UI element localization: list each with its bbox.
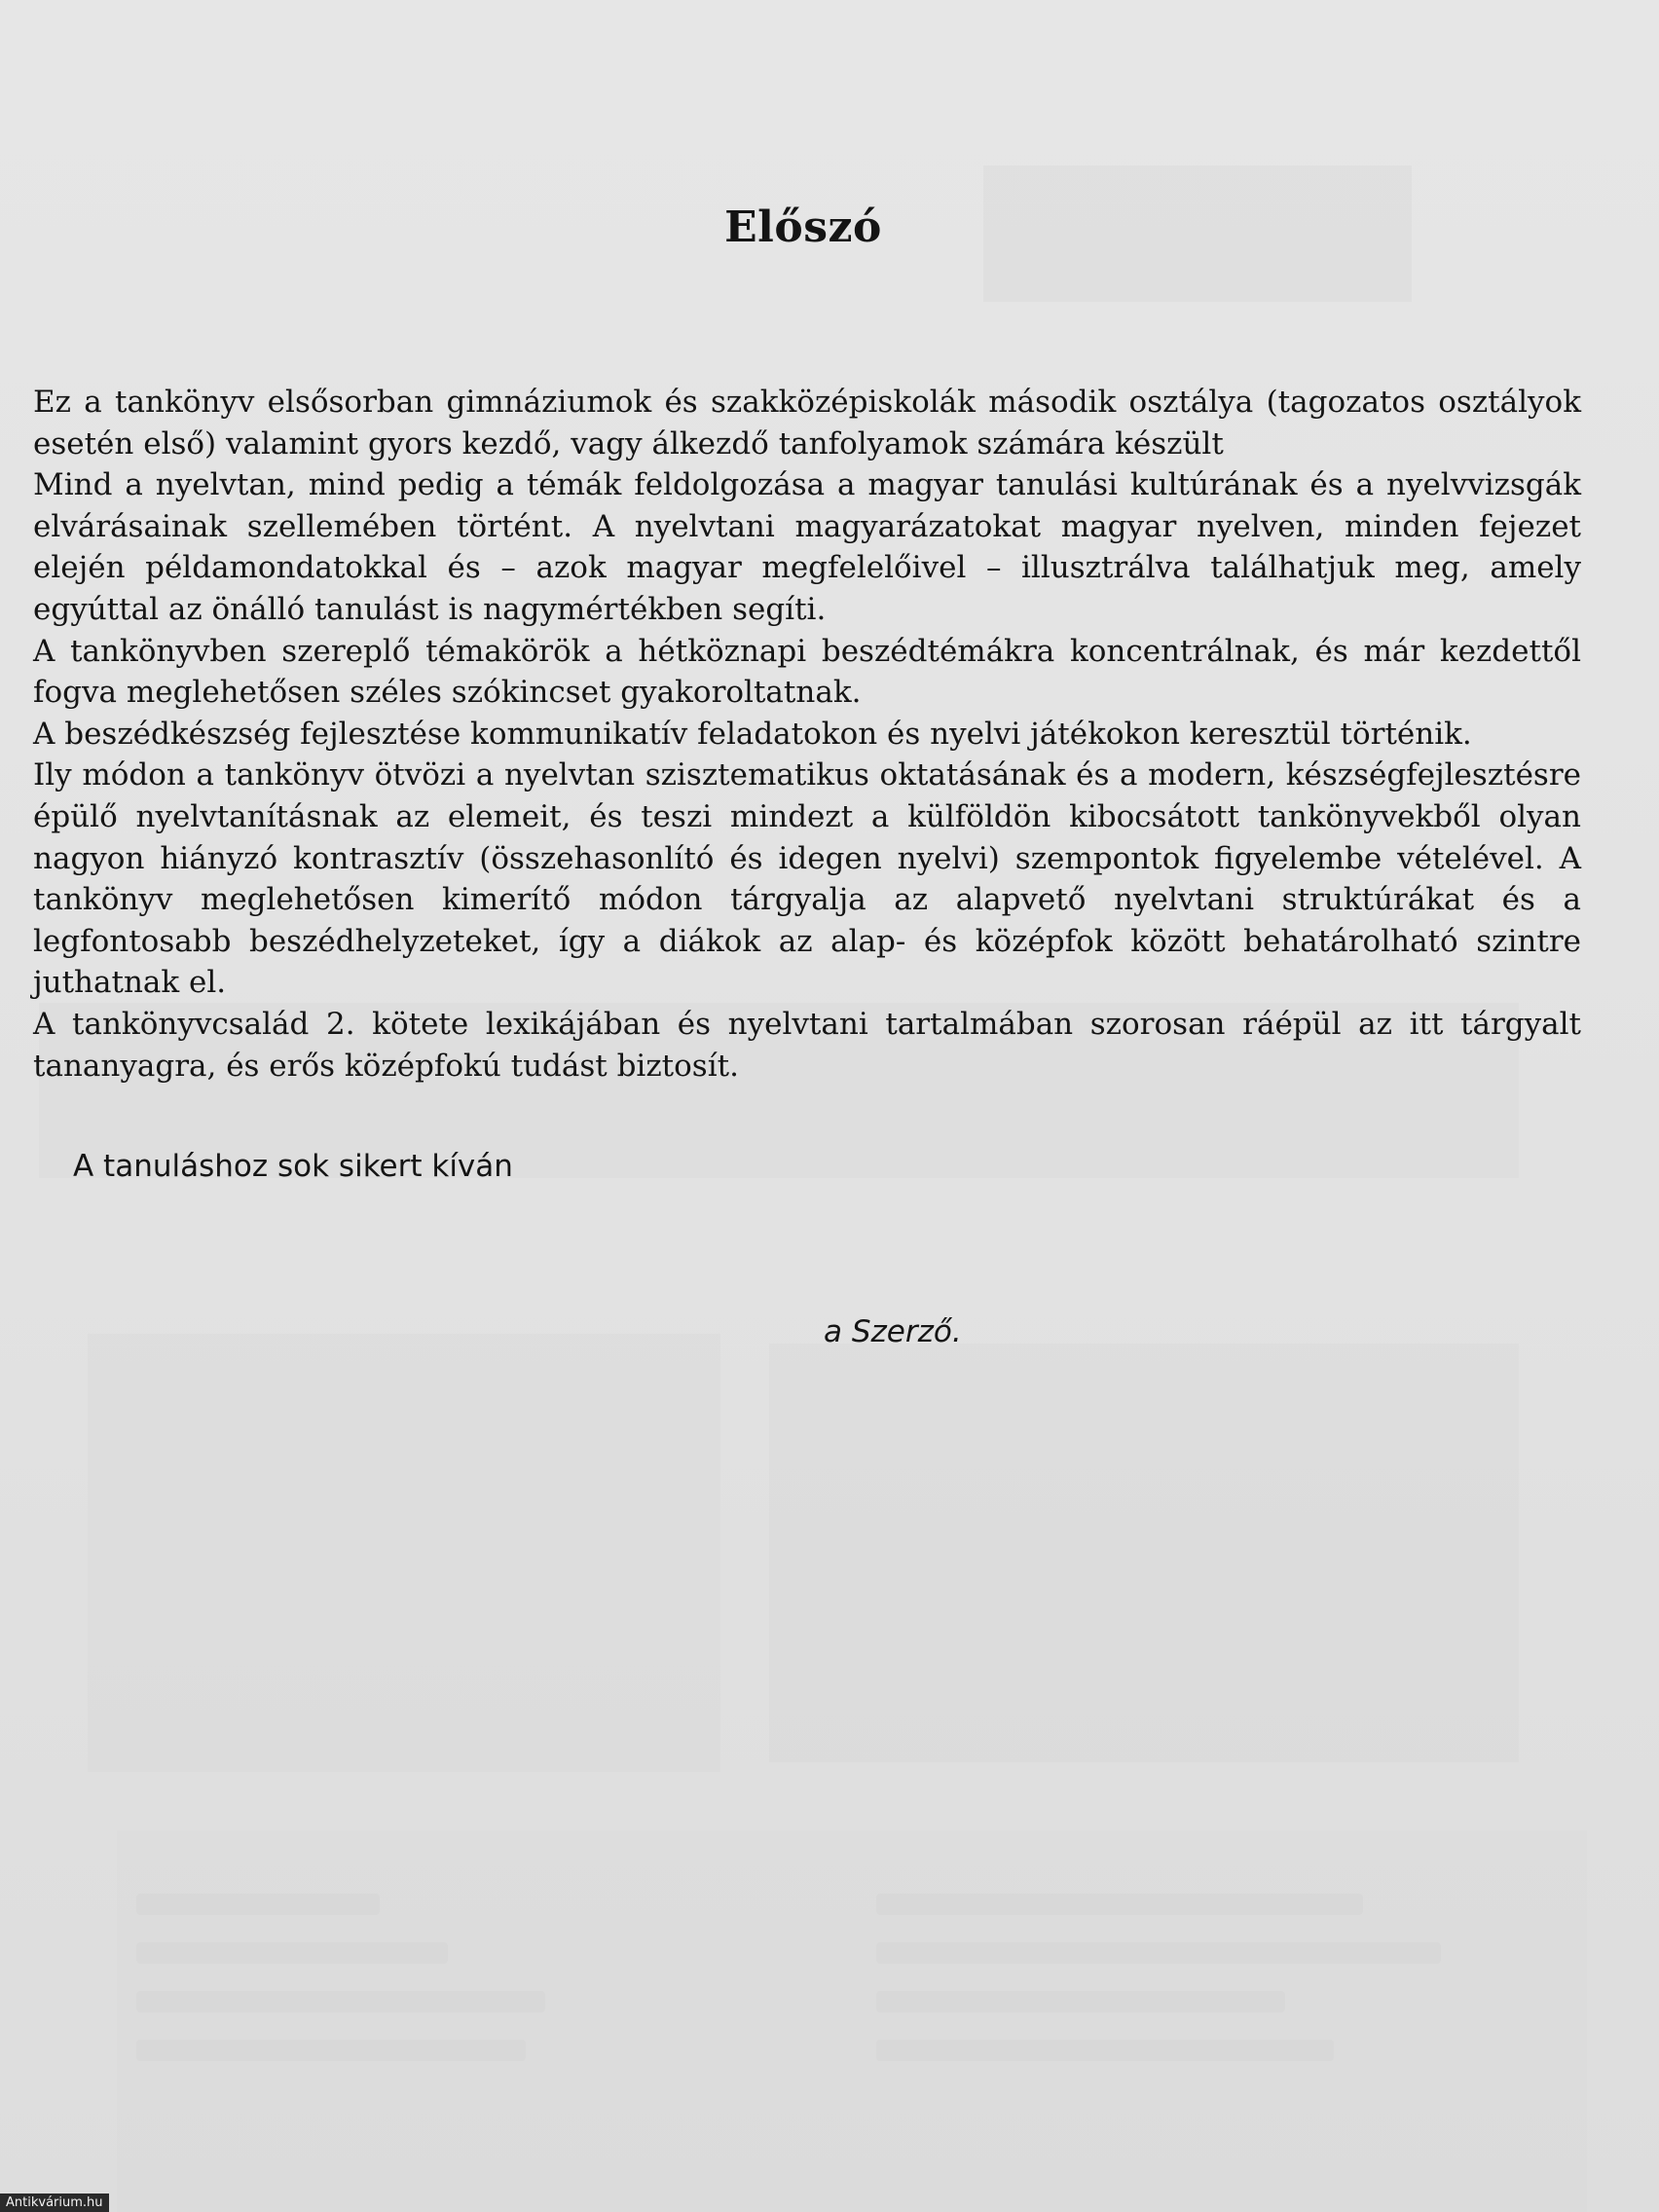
bleed-through-line bbox=[876, 2040, 1334, 2061]
bleed-through-line bbox=[876, 1991, 1285, 2012]
author-signature: a Szerző. bbox=[824, 1314, 962, 1349]
preface-paragraph: Ily módon a tankönyv ötvözi a nyelvtan szisztematikus oktatásának és a modern, készségfejlesztésre épülő nyelvtanításnak az elemeit, és teszi mindezt a külföldön kibocsátott tankönyvekből olyan nagyon hiányzó kontrasztív (összehasonlító és idegen nyelvi) szempontok figyelembe vételével. A tankönyv meglehetősen kimerítő módon tárgyalja az alapvető nyelvtani struktúrákat és a legfontosabb beszédhelyzeteket, így a diákok az alap- és középfok között behatárolható szintre juthatnak el. bbox=[33, 757, 1581, 1001]
source-watermark: Antikvárium.hu bbox=[0, 2194, 109, 2212]
preface-paragraph: Ez a tankönyv elsősorban gimnáziumok és szakközépiskolák második osztálya (tagozatos osztályok esetén első) valamint gyors kezdő, vagy álkezdő tanfolyamok számára készült bbox=[33, 385, 1581, 461]
preface-paragraph: A tankönyvben szereplő témakörök a hétköznapi beszédtémákra koncentrálnak, és már kezdettől fogva meglehetősen széles szókincset gyakoroltatnak. bbox=[33, 633, 1581, 711]
preface-paragraph: A tankönyvcsalád 2. kötete lexikájában és nyelvtani tartalmában szorosan ráépül az itt tárgyalt tananyagra, és erős középfokú tudást biztosít. bbox=[33, 1006, 1581, 1084]
bleed-through-line bbox=[136, 1942, 448, 1964]
bleed-through-table-right bbox=[769, 1344, 1519, 1762]
preface-body bbox=[33, 382, 1581, 1087]
page-title: Előszó bbox=[724, 203, 882, 252]
bleed-through-example-box bbox=[117, 1830, 1587, 2212]
bleed-through-line bbox=[876, 1942, 1441, 1964]
closing-wish: A tanuláshoz sok sikert kíván bbox=[73, 1149, 513, 1184]
bleed-through-line bbox=[876, 1894, 1363, 1915]
bleed-through-table-left bbox=[88, 1334, 720, 1772]
bleed-through-line bbox=[136, 2040, 526, 2061]
bleed-through-line bbox=[136, 1894, 380, 1915]
preface-paragraph: A beszédkészség fejlesztése kommunikatív feladatokon és nyelvi játékokon keresztül történik. bbox=[33, 716, 1472, 752]
bleed-through-line bbox=[136, 1991, 545, 2012]
preface-paragraph: Mind a nyelvtan, mind pedig a témák feldolgozása a magyar tanulási kultúrának és a nyelvvizsgák elvárásainak szellemében történt. A nyelvtani magyarázatokat magyar nyelven, minden fejezet elején példamondatokkal és – azok magyar megfelelőivel – illusztrálva találhatjuk meg, amely egyúttal az önálló tanulást is nagymértékben segíti. bbox=[33, 467, 1581, 627]
